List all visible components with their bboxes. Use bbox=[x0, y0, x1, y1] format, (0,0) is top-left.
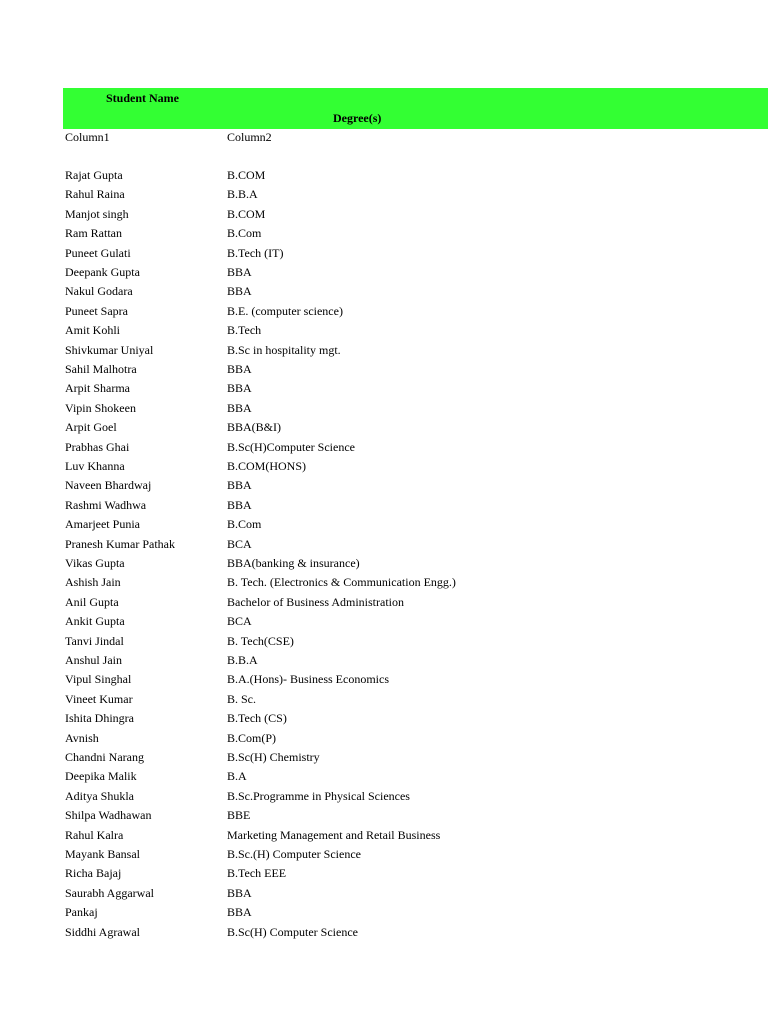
table-row bbox=[0, 709, 768, 728]
degree-cell: B.Tech (CS) bbox=[227, 711, 287, 726]
header-degrees: Degree(s) bbox=[333, 111, 382, 125]
degree-cell: Marketing Management and Retail Business bbox=[227, 827, 441, 842]
degree-cell: BCA bbox=[227, 614, 252, 629]
student-name-cell: Deepank Gupta bbox=[65, 265, 140, 279]
table-row bbox=[0, 845, 768, 864]
degree-cell: B.Sc(H)Computer Science bbox=[227, 439, 355, 454]
table-row bbox=[0, 554, 768, 573]
table-row bbox=[0, 748, 768, 767]
table-row bbox=[0, 282, 768, 301]
column-label-2: Column2 bbox=[227, 130, 272, 144]
table-row bbox=[0, 767, 768, 786]
student-name-cell: Tanvi Jindal bbox=[65, 633, 124, 648]
degree-cell: B.Sc.Programme in Physical Sciences bbox=[227, 788, 410, 803]
degree-cell: B.Sc in hospitality mgt. bbox=[227, 342, 341, 357]
degree-cell: B.A bbox=[227, 769, 247, 784]
student-name-cell: Richa Bajaj bbox=[65, 866, 122, 881]
table-row bbox=[0, 496, 768, 515]
degree-cell: B.Com bbox=[227, 517, 262, 532]
table-row bbox=[0, 690, 768, 709]
student-name-cell: Vineet Kumar bbox=[65, 691, 133, 706]
column-label-1: Column1 bbox=[65, 130, 110, 144]
degree-cell: BBA bbox=[227, 400, 252, 415]
student-name-cell: Manjot singh bbox=[65, 206, 129, 221]
student-name-cell: Shivkumar Uniyal bbox=[65, 342, 154, 357]
table-row bbox=[0, 457, 768, 476]
degree-cell: BBA bbox=[227, 905, 252, 920]
student-name-cell: Amit Kohli bbox=[65, 323, 121, 338]
table-row bbox=[0, 205, 768, 224]
table-row bbox=[0, 476, 768, 495]
student-name-cell: Ashish Jain bbox=[65, 575, 121, 590]
student-name-cell: Ankit Gupta bbox=[65, 614, 125, 629]
table-row bbox=[0, 884, 768, 903]
table-row bbox=[0, 593, 768, 612]
student-name-cell: Chandni Narang bbox=[65, 750, 144, 764]
degree-cell: B.Tech bbox=[227, 323, 262, 338]
student-name-cell: Anshul Jain bbox=[65, 653, 122, 667]
degree-cell: BBA bbox=[227, 497, 252, 512]
degree-cell: BBA bbox=[227, 265, 252, 279]
degree-cell: BBA bbox=[227, 381, 252, 396]
table-row bbox=[0, 321, 768, 340]
student-name-cell: Rahul Raina bbox=[65, 187, 125, 202]
student-name-cell: Pranesh Kumar Pathak bbox=[65, 536, 175, 551]
student-name-cell: Pankaj bbox=[65, 905, 98, 920]
student-name-cell: Sahil Malhotra bbox=[65, 362, 137, 376]
degree-cell: BBA bbox=[227, 478, 252, 493]
student-name-cell: Vipul Singhal bbox=[65, 672, 132, 687]
degree-cell: BBA(B&I) bbox=[227, 420, 281, 435]
student-name-cell: Vipin Shokeen bbox=[65, 400, 136, 415]
table-row bbox=[0, 923, 768, 942]
table-row bbox=[0, 826, 768, 845]
header-student-name: Student Name bbox=[106, 91, 180, 105]
student-name-cell: Luv Khanna bbox=[65, 459, 125, 473]
student-name-cell: Amarjeet Punia bbox=[65, 517, 140, 532]
student-name-cell: Ram Rattan bbox=[65, 226, 122, 241]
table-row bbox=[0, 612, 768, 631]
degree-cell: B. Sc. bbox=[227, 691, 257, 706]
table-row bbox=[0, 438, 768, 457]
degree-cell: B.Com bbox=[227, 226, 262, 241]
degree-cell: B.COM(HONS) bbox=[227, 459, 307, 473]
student-name-cell: Vikas Gupta bbox=[65, 556, 125, 570]
degree-cell: B.COM bbox=[227, 206, 266, 221]
table-row bbox=[0, 806, 768, 825]
degree-cell: B.B.A bbox=[227, 187, 258, 202]
table-row bbox=[0, 515, 768, 534]
table-row bbox=[0, 185, 768, 204]
degree-cell: BBA bbox=[227, 885, 252, 900]
student-name-cell: Rashmi Wadhwa bbox=[65, 497, 147, 512]
student-name-cell: Shilpa Wadhawan bbox=[65, 808, 152, 823]
table-row bbox=[0, 632, 768, 651]
degree-cell: B.B.A bbox=[227, 653, 258, 667]
degree-cell: BBA bbox=[227, 362, 252, 376]
table-row bbox=[0, 651, 768, 670]
student-name-cell: Arpit Sharma bbox=[65, 381, 130, 396]
student-name-cell: Prabhas Ghai bbox=[65, 439, 130, 454]
student-name-cell: Nakul Godara bbox=[65, 284, 133, 299]
table-row bbox=[0, 787, 768, 806]
student-name-cell: Avnish bbox=[65, 730, 99, 745]
degree-cell: BBA(banking & insurance) bbox=[227, 556, 360, 570]
degree-cell: B.Tech EEE bbox=[227, 866, 287, 881]
table-row bbox=[0, 244, 768, 263]
table-row bbox=[0, 302, 768, 321]
table-row bbox=[0, 166, 768, 185]
student-name-cell: Aditya Shukla bbox=[65, 788, 134, 803]
table-row bbox=[0, 399, 768, 418]
table-row bbox=[0, 670, 768, 689]
degree-cell: B.E. (computer science) bbox=[227, 303, 343, 318]
degree-cell: B.Tech (IT) bbox=[227, 245, 284, 260]
table-row bbox=[0, 903, 768, 922]
degree-cell: B.Sc.(H) Computer Science bbox=[227, 847, 361, 861]
table-row bbox=[0, 864, 768, 883]
column-header-row bbox=[0, 128, 768, 147]
table-row bbox=[0, 535, 768, 554]
degree-cell: BCA bbox=[227, 536, 252, 551]
degree-cell: B.A.(Hons)- Business Economics bbox=[227, 672, 389, 687]
student-name-cell: Puneet Sapra bbox=[65, 303, 128, 318]
student-name-cell: Deepika Malik bbox=[65, 769, 137, 784]
table-row bbox=[0, 224, 768, 243]
degree-cell: Bachelor of Business Administration bbox=[227, 594, 404, 609]
student-name-cell: Rahul Kalra bbox=[65, 827, 124, 842]
student-name-cell: Puneet Gulati bbox=[65, 245, 131, 260]
degree-cell: BBE bbox=[227, 808, 251, 823]
degree-cell: B.Sc(H) Computer Science bbox=[227, 924, 358, 939]
degree-cell: B.COM bbox=[227, 168, 266, 182]
student-name-cell: Siddhi Agrawal bbox=[65, 924, 140, 939]
table-row bbox=[0, 418, 768, 437]
student-name-cell: Arpit Goel bbox=[65, 420, 117, 435]
degree-cell: B. Tech(CSE) bbox=[227, 633, 294, 648]
student-name-cell: Rajat Gupta bbox=[65, 168, 123, 182]
table-row bbox=[0, 379, 768, 398]
table-row bbox=[0, 341, 768, 360]
table-row bbox=[0, 360, 768, 379]
student-name-cell: Anil Gupta bbox=[65, 594, 119, 609]
degree-cell: B.Com(P) bbox=[227, 730, 277, 745]
degree-cell: B. Tech. (Electronics & Communication Engg.) bbox=[227, 575, 456, 590]
degree-cell: B.Sc(H) Chemistry bbox=[227, 750, 320, 764]
student-name-cell: Saurabh Aggarwal bbox=[65, 885, 154, 900]
degree-cell: BBA bbox=[227, 284, 252, 299]
student-name-cell: Naveen Bhardwaj bbox=[65, 478, 152, 493]
table-row bbox=[0, 729, 768, 748]
table-row bbox=[0, 573, 768, 592]
student-name-cell: Ishita Dhingra bbox=[65, 711, 134, 726]
table-row bbox=[0, 263, 768, 282]
student-name-cell: Mayank Bansal bbox=[65, 847, 140, 861]
